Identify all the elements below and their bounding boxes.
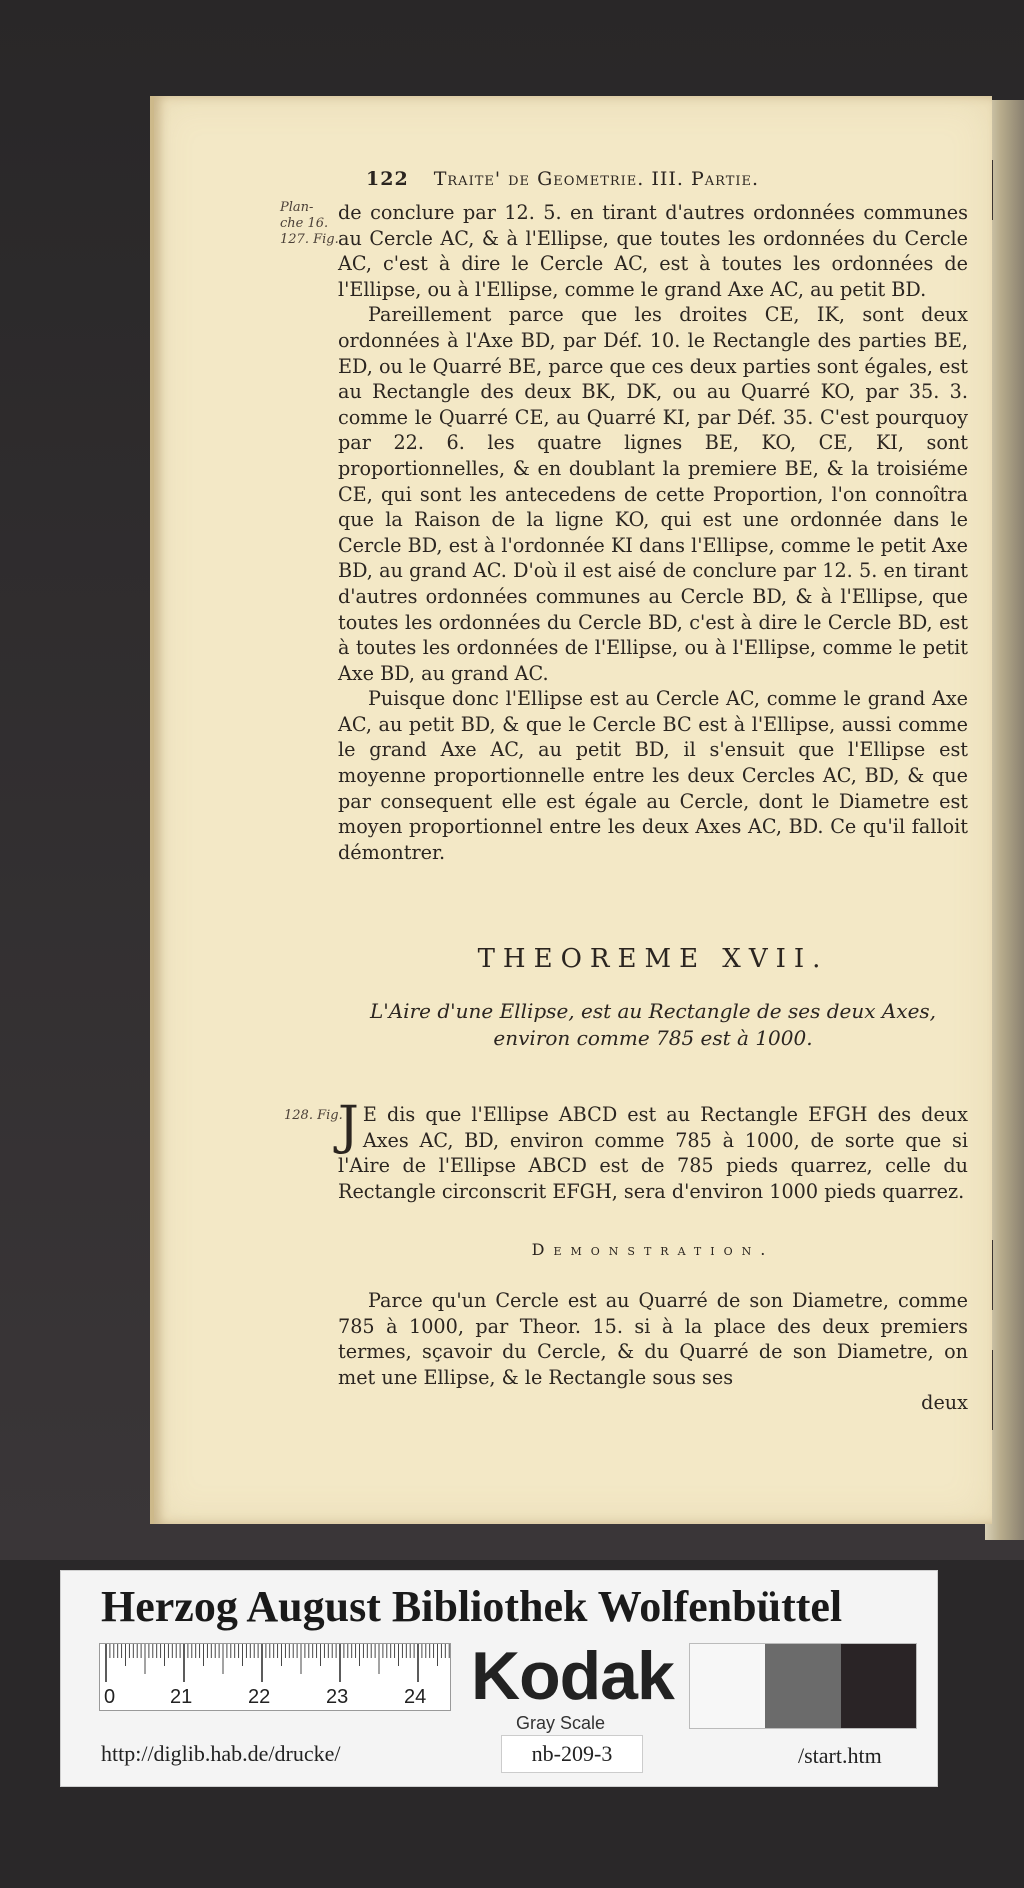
margin-note-plate: Plan- che 16. 127. Fig. <box>280 200 339 247</box>
kodak-logo: Kodak <box>471 1638 674 1714</box>
margin-note-figure: 128. Fig. <box>284 1108 343 1123</box>
measurement-ruler <box>99 1643 451 1711</box>
ruler-label: 24 <box>404 1686 427 1708</box>
ruler-label: 0 <box>104 1686 116 1708</box>
url-suffix: /start.htm <box>798 1743 882 1768</box>
gray-scale-strip <box>689 1643 917 1729</box>
catchword: deux <box>921 1391 968 1415</box>
running-title: Traite' de Geometrie. III. Partie. <box>433 168 760 190</box>
paragraph: Parce qu'un Cercle est au Quarré de son Diametre, comme 785 à 1000, par Theor. 15. si à la place des deux premiers termes, sçavoir du Cercle, & du Quarré de son Diametre, on met une Ellipse, & le Rectangle sous ses <box>338 1289 968 1389</box>
paragraph: Puisque donc l'Ellipse est au Cercle AC, comme le grand Axe AC, au petit BD, & que le Cercle BC est à l'Ellipse, aussi comme le grand Axe AC, au petit BD, il s'ensuit que l'Ellipse est moyenne proportionnelle entre les deux Cercles AC, BD, & que par consequent elle est égale au Cercle, dont le Diametre est moyen proportionnel entre les deux Axes AC, BD. Ce qu'il falloit démontrer. <box>338 687 968 864</box>
library-color-card <box>60 1570 938 1787</box>
theorem-text: E dis que l'Ellipse ABCD est au Rectangle EFGH des deux Axes AC, BD, environ comme 785 à 1000, de sorte que si l'Aire de l'Ellipse ABCD est de 785 pieds quarrez, celle du Rectangle circonscrit EFGH, sera d'environ 1000 pieds quarrez. <box>338 1103 968 1203</box>
gray-patch-dark <box>841 1644 916 1728</box>
body-text <box>338 200 968 865</box>
ruler-labels <box>100 1686 450 1710</box>
demonstration-body <box>338 1288 968 1416</box>
book-page <box>150 96 992 1524</box>
ruler-label: 22 <box>248 1686 271 1708</box>
paragraph: de conclure par 12. 5. en tirant d'autres ordonnées communes au Cercle AC, & à l'Ellipse, que toutes les ordonnées du Cercle AC, c'est à dire le Cercle AC, est à toutes les ordonnées de l'Ellipse, ou à l'Ellipse, comme le grand Axe AC, au petit BD. <box>338 201 968 301</box>
drop-cap: J <box>338 1096 359 1156</box>
url-id: nb-209-3 <box>501 1735 643 1773</box>
library-title: Herzog August Bibliothek Wolfenbüttel <box>101 1582 843 1631</box>
paragraph: Pareillement parce que les droites CE, IK, sont deux ordonnées à l'Axe BD, par Déf. 10. le Rectangle des parties BE, ED, ou le Quarré BE, parce que ces deux parties sont égales, est au Rectangle des deux BK, DK, ou au Quarré KO, par 35. 3. comme le Quarré CE, au Quarré KI, par Déf. 35. C'est pourquoy par 22. 6. les quatre lignes BE, KO, CE, KI, sont proportionnelles, & en doublant la premiere BE, & la troisiéme CE, qui sont les antecedens de cette Proportion, l'on connoîtra que la Raison de la ligne KO, qui est une ordonnée dans le Cercle BD, est à l'ordonnée KI dans l'Ellipse, comme le petit Axe BD, au grand AC. D'où il est aisé de conclure par 12. 5. en tirant d'autres ordonnées communes au Cercle BD, & à l'Ellipse, que toutes les ordonnées du Cercle BD, c'est à dire le Cercle BD, est à toutes les ordonnées de l'Ellipse, ou à l'Ellipse, comme le petit Axe BD, au grand AC. <box>338 303 968 685</box>
ruler-label: 21 <box>170 1686 193 1708</box>
running-header <box>366 168 926 196</box>
theorem-statement: L'Aire d'une Ellipse, est au Rectangle de ses deux Axes, environ comme 785 est à 1000. <box>369 999 937 1050</box>
demonstration-title: Demonstration. <box>531 1240 775 1259</box>
theorem-body <box>338 1096 968 1204</box>
gray-patch-light <box>690 1644 765 1728</box>
ruler-ticks <box>100 1644 450 1684</box>
gray-scale-label: Gray Scale <box>516 1713 606 1733</box>
ruler-label: 23 <box>326 1686 349 1708</box>
theorem-title: THEOREME XVII. <box>477 944 829 974</box>
url-base: http://diglib.hab.de/drucke/ <box>101 1741 341 1766</box>
page-number: 122 <box>366 168 409 190</box>
gray-patch-mid <box>765 1644 840 1728</box>
